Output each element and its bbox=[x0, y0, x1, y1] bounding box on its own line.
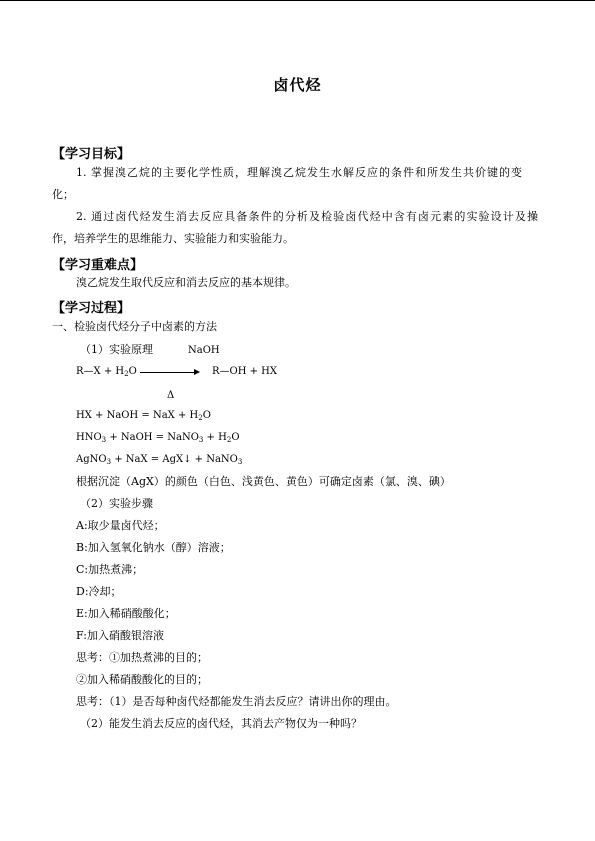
top-rule bbox=[0, 0, 595, 1]
equation-hydrolysis-left: R—X + $H_2O$ bbox=[76, 366, 137, 378]
step-d: D:冷却； bbox=[76, 585, 122, 598]
equation-neutralization: HX + NaOH = NaX + $H_2O$ bbox=[76, 410, 211, 422]
think-question-4: （2）能发生消去反应的卤代烃，其消去产物仅为一种吗？ bbox=[80, 717, 362, 730]
heat-symbol: Δ bbox=[167, 390, 175, 401]
step-a: A:取少量卤代烃； bbox=[76, 519, 165, 532]
step-b: B:加入氢氧化钠水（醇）溶液； bbox=[76, 541, 231, 554]
reagent-label: NaOH bbox=[188, 345, 220, 356]
goal1-line1: 1. 掌握溴乙烷的主要化学性质，理解溴乙烷发生水解反应的条件和所发生共价键的变 bbox=[76, 166, 522, 179]
key-heading: 【学习重难点】 bbox=[52, 258, 144, 273]
step-c: C:加热煮沸； bbox=[76, 563, 144, 576]
think-question-2: ②加入稀硝酸酸化的目的； bbox=[76, 673, 208, 686]
steps-label: （2）实验步骤 bbox=[80, 497, 153, 510]
reaction-arrow-head bbox=[194, 369, 200, 375]
goal1-line2: 化； bbox=[52, 188, 74, 201]
step-e: E:加入稀硝酸酸化； bbox=[76, 607, 176, 620]
precipitate-note: 根据沉淀（AgX）的颜色（白色、浅黄色、黄色）可确定卤素（氯、溴、碘） bbox=[76, 475, 451, 488]
equation-hydrolysis-right: R—OH + HX bbox=[212, 366, 278, 377]
goals-heading: 【学习目标】 bbox=[52, 147, 131, 162]
part1-title: 一、检验卤代烃分子中卤素的方法 bbox=[52, 320, 217, 333]
page-title: 卤代烃 bbox=[273, 76, 322, 94]
process-heading: 【学习过程】 bbox=[52, 301, 131, 316]
goal2-line2: 作，培养学生的思维能力、实验能力和实验能力。 bbox=[52, 232, 294, 245]
equation-nitric-acid: $HNO_3$ + NaOH = NaNO$_3$ + $H_2O$ bbox=[76, 432, 240, 444]
equation-silver-nitrate: AgNO$_3$ + NaX = AgX↓ + NaNO$_3$ bbox=[76, 454, 243, 466]
step-f: F:加入硝酸银溶液 bbox=[76, 629, 164, 642]
think-question-3: 思考：（1）是否每种卤代烃都能发生消去反应？请讲出你的理由。 bbox=[76, 695, 397, 708]
reaction-arrow bbox=[140, 372, 196, 373]
think-question-1: 思考：①加热煮沸的目的； bbox=[76, 651, 208, 664]
goal2-line1: 2. 通过卤代烃发生消去反应具备条件的分析及检验卤代烃中含有卤元素的实验设计及操 bbox=[76, 210, 538, 223]
principle-label: （1）实验原理 bbox=[80, 343, 153, 356]
key-text: 溴乙烷发生取代反应和消去反应的基本规律。 bbox=[76, 276, 296, 289]
